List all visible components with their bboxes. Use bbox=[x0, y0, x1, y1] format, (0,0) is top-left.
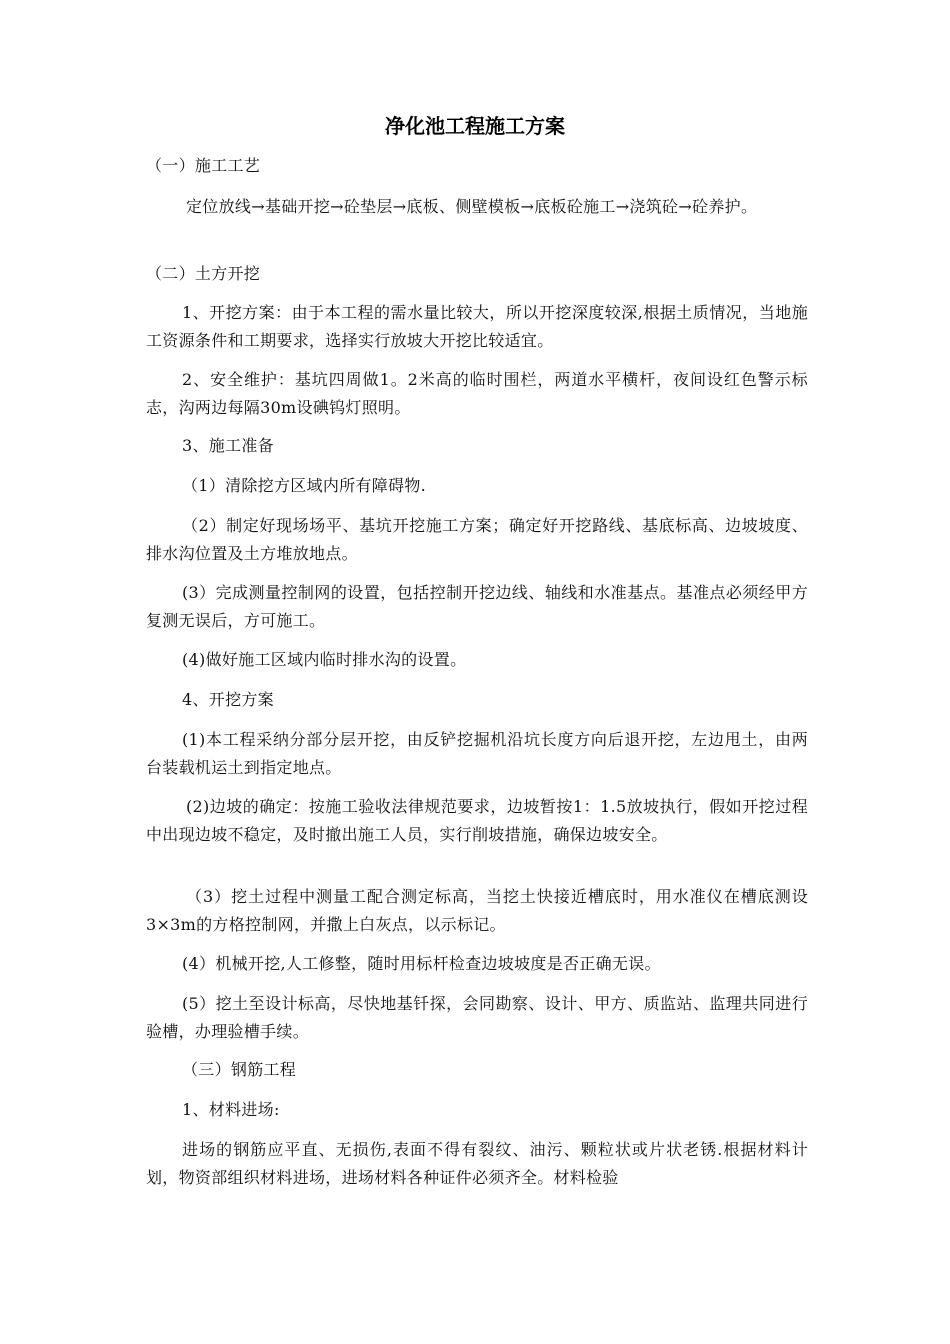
subheading-excavation-plan: 4、开挖方案 bbox=[182, 690, 274, 709]
subheading-material-entry: 1、材料进场: bbox=[182, 1100, 280, 1119]
paragraph-excavation-item-4: (4）机械开挖,人工修整，随时用标杆检查边坡坡度是否正确无误。 bbox=[182, 954, 661, 973]
subheading-construction-prep: 3、施工准备 bbox=[182, 436, 274, 455]
paragraph-prep-item-3: (3）完成测量控制网的设置，包括控制开挖边线、轴线和水准基点。基准点必须经甲方复测无误后，方可施工。 bbox=[146, 583, 808, 630]
paragraph-safety-maintenance: 2、安全维护：基坑四周做1。2米高的临时围栏，两道水平横杆，夜间设红色警示标志，沟两边每隔30m设碘钨灯照明。 bbox=[146, 370, 808, 417]
document-title: 净化池工程施工方案 bbox=[385, 114, 565, 138]
paragraph-excavation-item-5: (5）挖土至设计标高，尽快地基钎探，会同勘察、设计、甲方、质监站、监理共同进行验槽，办理验槽手续。 bbox=[146, 994, 808, 1041]
paragraph-excavation-item-2: (2)边坡的确定：按施工验收法律规范要求，边坡暂按1：1.5放坡执行，假如开挖过程中出现边坡不稳定，及时撤出施工人员，实行削坡措施，确保边坡安全。 bbox=[146, 797, 808, 844]
paragraph-prep-item-1: （1）清除挖方区域内所有障碍物. bbox=[182, 476, 427, 495]
paragraph-prep-item-4: (4)做好施工区域内临时排水沟的设置。 bbox=[182, 650, 467, 669]
paragraph-material-entry: 进场的钢筋应平直、无损伤,表面不得有裂纹、油污、颗粒状或片状老锈.根据材料计划，物资部组织材料进场，进场材料各种证件必须齐全。材料检验 bbox=[146, 1140, 808, 1187]
section-heading-earthwork: （二）土方开挖 bbox=[146, 264, 261, 283]
paragraph-prep-item-2: （2）制定好现场场平、基坑开挖施工方案；确定好开挖路线、基底标高、边坡坡度、排水沟位置及土方堆放地点。 bbox=[146, 516, 808, 563]
section-heading-process: （一）施工工艺 bbox=[146, 156, 261, 175]
paragraph-excavation-plan: 1、开挖方案：由于本工程的需水量比较大，所以开挖深度较深,根据土质情况，当地施工资源条件和工期要求，选择实行放坡大开挖比较适宜。 bbox=[146, 303, 808, 350]
paragraph-process-flow: 定位放线→基础开挖→砼垫层→底板、侧壁模板→底板砼施工→浇筑砼→砼养护。 bbox=[186, 197, 758, 216]
paragraph-excavation-item-1: (1)本工程采纳分部分层开挖，由反铲挖掘机沿坑长度方向后退开挖，左边甩土，由两台装载机运土到指定地点。 bbox=[146, 730, 808, 777]
paragraph-excavation-item-3: （3）挖土过程中测量工配合测定标高，当挖土快接近槽底时，用水准仪在槽底测设3×3m的方格控制网，并撒上白灰点，以示标记。 bbox=[146, 887, 808, 934]
section-heading-rebar: （三）钢筋工程 bbox=[182, 1060, 297, 1079]
